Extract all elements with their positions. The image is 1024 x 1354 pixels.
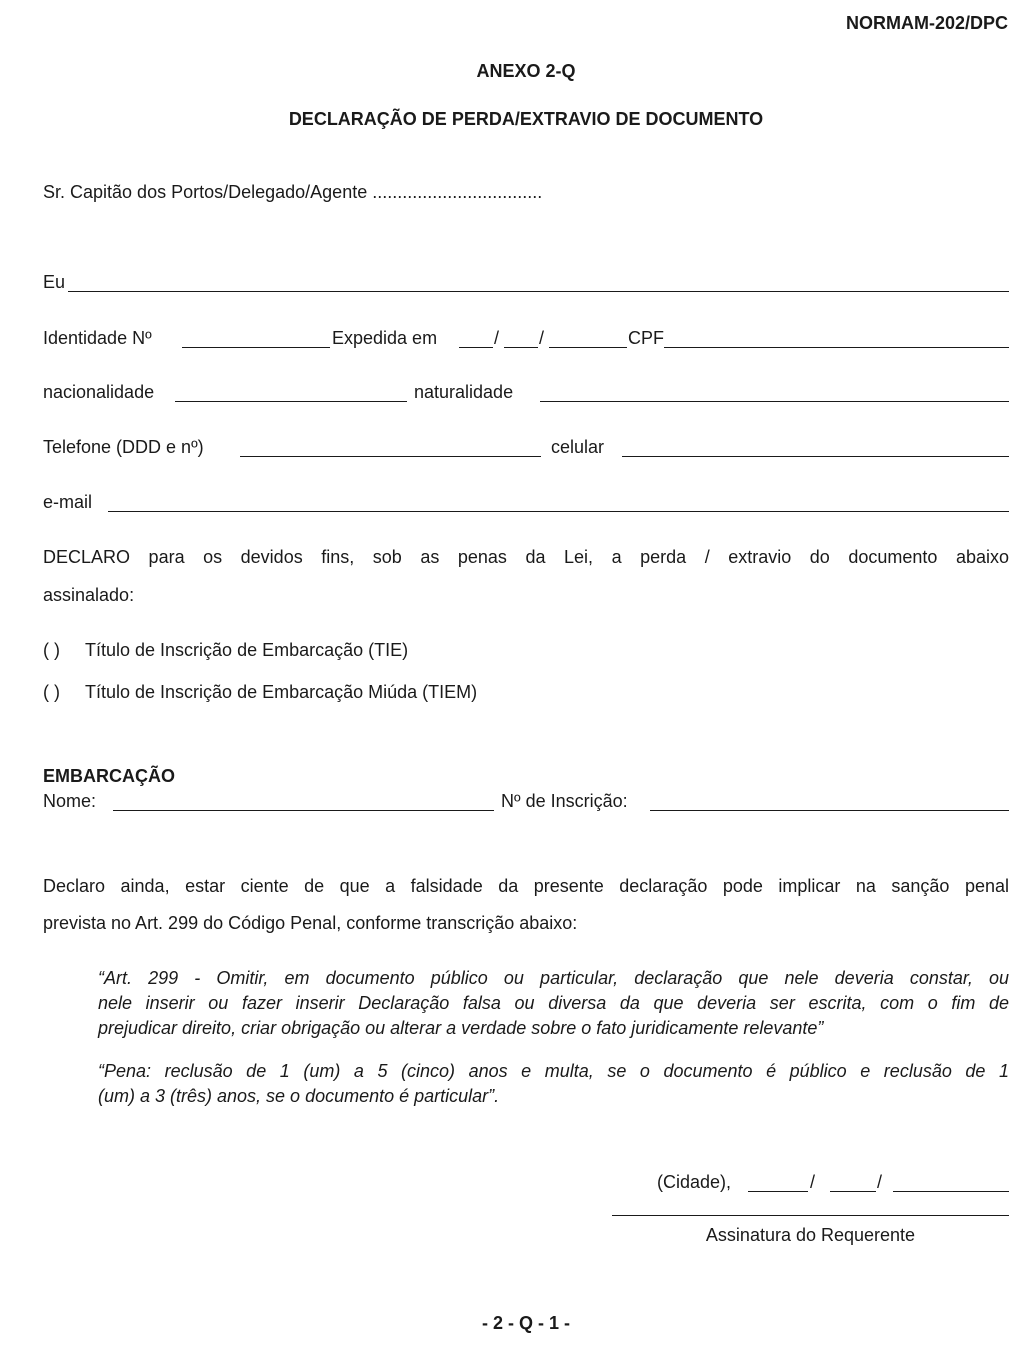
document-code: NORMAM-202/DPC [845,13,1008,33]
vessel-name-field[interactable] [113,810,494,811]
option-tiem-label: Título de Inscrição de Embarcação Miúda (TIEM) [85,682,478,702]
birthplace-label: naturalidade [414,382,514,402]
penalty-quote-line-2: (um) a 3 (três) anos, se o documento é particular”. [98,1086,500,1106]
awareness-line-2: prevista no Art. 299 do Código Penal, conforme transcrição abaixo: [43,913,578,933]
phone-label: Telefone (DDD e nº) [43,437,204,457]
eu-field[interactable] [68,291,1009,292]
issued-month-field[interactable] [504,347,538,348]
sign-day-field[interactable] [748,1191,808,1192]
addressee-line: Sr. Capitão dos Portos/Delegado/Agente .................................. [43,182,543,202]
article-quote-line-2: nele inserir ou fazer inserir Declaração falsa ou diversa da que deveria ser escrita, com o fim de [98,993,1009,1013]
article-quote-line-1: “Art. 299 - Omitir, em documento público ou particular, declaração que nele deveria constar, ou [98,968,1009,988]
sign-year-field[interactable] [893,1191,1009,1192]
identity-label: Identidade Nº [43,328,152,348]
nationality-field[interactable] [175,401,407,402]
email-label: e-mail [43,492,93,512]
issued-day-field[interactable] [459,347,493,348]
declaration-line-1: DECLARO para os devidos fins, sob as penas da Lei, a perda / extravio do documento abaixo [43,547,1009,567]
cpf-field[interactable] [664,347,1009,348]
vessel-name-label: Nome: [43,791,97,811]
eu-label: Eu [43,272,66,292]
signature-line[interactable] [612,1215,1009,1216]
article-quote-line-3: prejudicar direito, criar obrigação ou alterar a verdade sobre o fato juridicamente relevante” [98,1018,824,1038]
issued-label: Expedida em [332,328,438,348]
penalty-quote-line-1: “Pena: reclusão de 1 (um) a 5 (cinco) anos e multa, se o documento é público e reclusão de 1 [98,1061,1009,1081]
option-tiem-checkbox[interactable]: ( ) [43,682,60,702]
mobile-field[interactable] [622,456,1009,457]
issued-slash-1: / [494,328,500,348]
cpf-label: CPF [628,328,664,348]
birthplace-field[interactable] [540,401,1009,402]
vessel-registration-label: Nº de Inscrição: [501,791,628,811]
document-title: DECLARAÇÃO DE PERDA/EXTRAVIO DE DOCUMENTO [288,109,764,129]
mobile-label: celular [551,437,605,457]
option-tie-checkbox[interactable]: ( ) [43,640,60,660]
phone-field[interactable] [240,456,541,457]
sign-month-field[interactable] [830,1191,876,1192]
email-field[interactable] [108,511,1009,512]
signature-label: Assinatura do Requerente [705,1225,916,1245]
issued-year-field[interactable] [549,347,627,348]
annex-title: ANEXO 2-Q [476,61,576,81]
awareness-line-1: Declaro ainda, estar ciente de que a falsidade da presente declaração pode implicar na sanção penal [43,876,1009,896]
city-label: (Cidade), [657,1172,732,1192]
declaration-line-2: assinalado: [43,585,135,605]
sign-slash-2: / [877,1172,883,1192]
vessel-heading: EMBARCAÇÃO [43,766,175,786]
page-number: - 2 - Q - 1 - [481,1313,570,1333]
option-tie-label: Título de Inscrição de Embarcação (TIE) [85,640,409,660]
nationality-label: nacionalidade [43,382,155,402]
sign-slash-1: / [810,1172,816,1192]
issued-slash-2: / [539,328,545,348]
vessel-registration-field[interactable] [650,810,1009,811]
identity-field[interactable] [182,347,330,348]
